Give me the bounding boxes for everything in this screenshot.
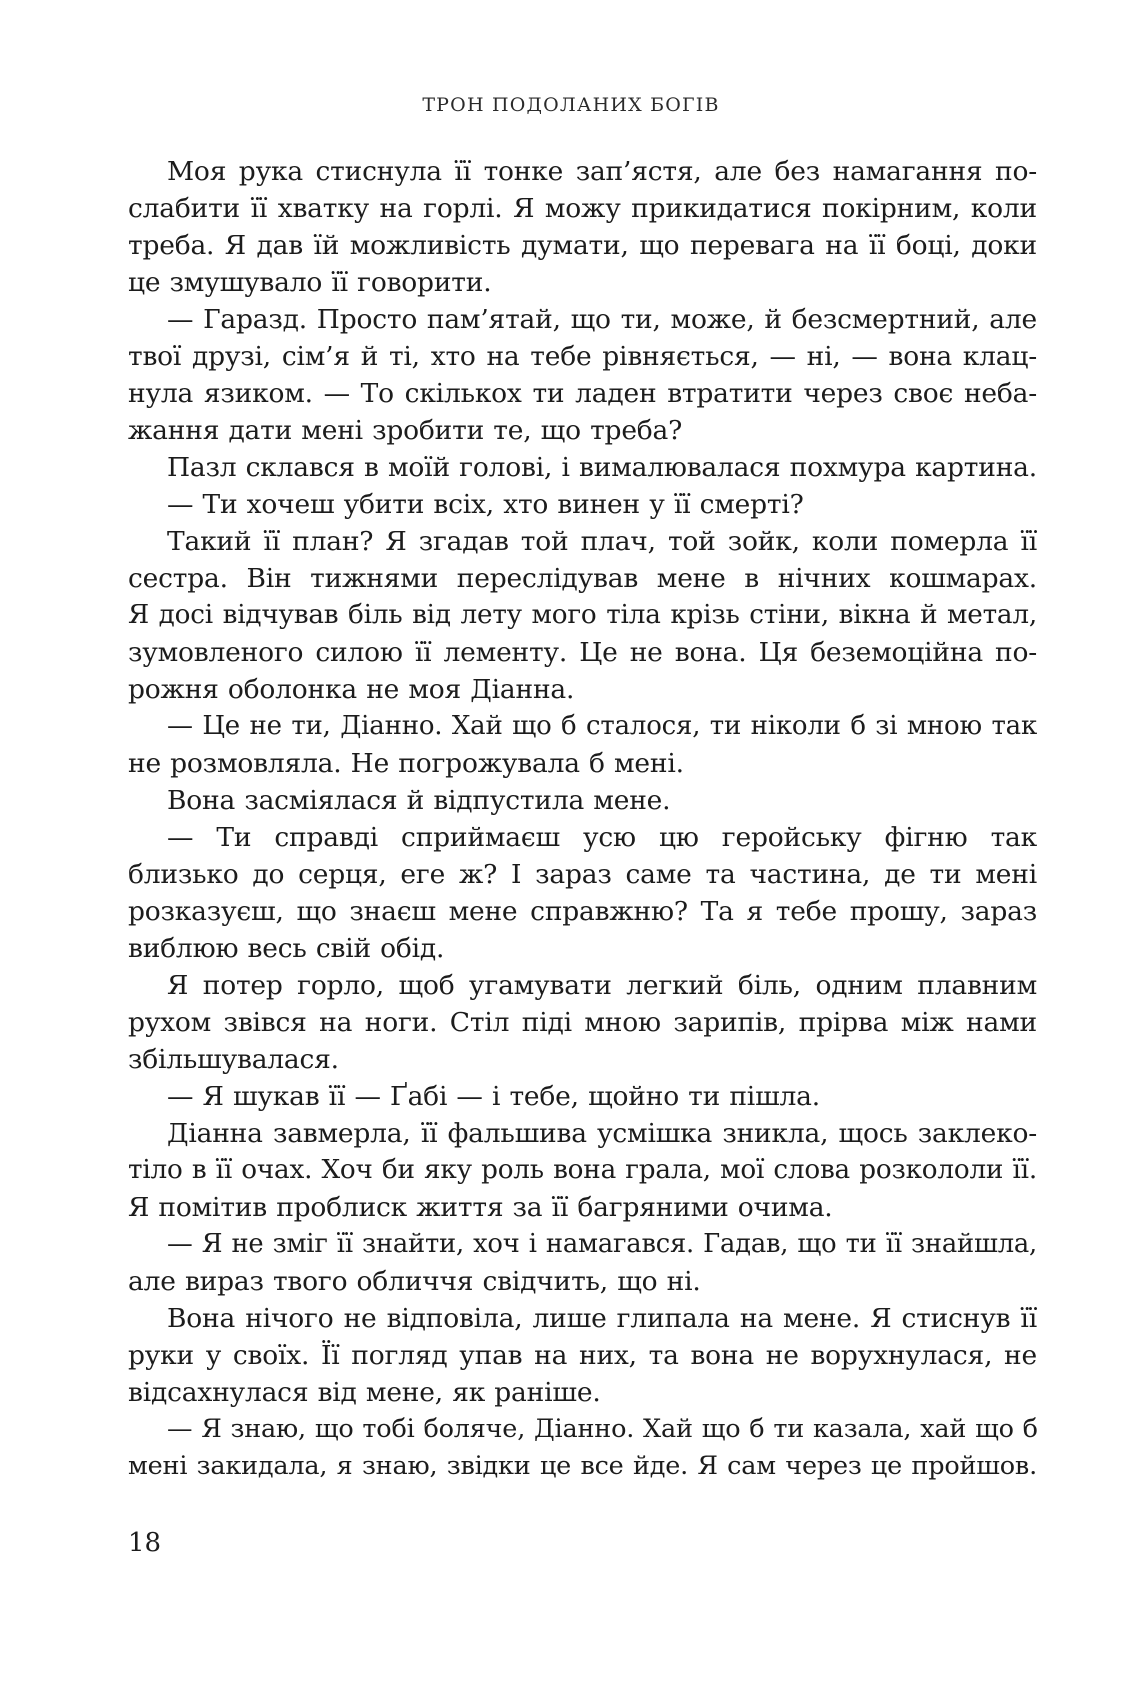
page-number: 18	[128, 1528, 162, 1558]
text-line: зумовленого силою її лементу. Це не вона. Ця беземоційна по-	[128, 637, 1037, 668]
text-line: — Ти справді сприймаєш усю цю геройську фігню так	[167, 822, 1037, 853]
text-line: не розмовляла. Не погрожувала б мені.	[128, 748, 684, 779]
text-line: — Ти хочеш убити всіх, хто винен у її смерті?	[167, 489, 804, 520]
text-line: рухом звівся на ноги. Стіл піді мною зарипів, прірва між нами	[128, 1007, 1037, 1038]
text-line: розказуєш, що знаєш мене справжню? Та я тебе прошу, зараз	[128, 896, 1037, 927]
text-line: Такий її план? Я згадав той плач, той зойк, коли померла її	[167, 526, 1037, 557]
text-line: відсахнулася від мене, як раніше.	[128, 1377, 601, 1408]
text-line: Я потер горло, щоб угамувати легкий біль, одним плавним	[167, 970, 1037, 1001]
text-line: Вона засміялася й відпустила мене.	[167, 785, 671, 816]
text-line: виблюю весь свій обід.	[128, 933, 445, 964]
text-line: Вона нічого не відповіла, лише глипала на мене. Я стиснув її	[167, 1303, 1037, 1334]
text-line: але вираз твого обличчя свідчить, що ні.	[128, 1266, 701, 1297]
text-line: рожня оболонка не моя Діанна.	[128, 674, 575, 705]
text-line: Я помітив проблиск життя за її багряними очима.	[128, 1192, 833, 1223]
text-line: нула язиком. — То скількох ти ладен втратити через своє неба-	[128, 378, 1037, 409]
running-head-title: ТРОН ПОДОЛАНИХ БОГІВ	[422, 94, 720, 116]
text-line: мені закидала, я знаю, звідки це все йде. Я сам через це пройшов.	[128, 1451, 1037, 1481]
text-line: це змушувало її говорити.	[128, 267, 492, 298]
text-line: руки у своїх. Її погляд упав на них, та вона не ворухнулася, не	[128, 1340, 1037, 1371]
text-line: — Я знаю, що тобі боляче, Діанно. Хай що б ти казала, хай що б	[167, 1414, 1038, 1444]
text-line: слабити її хватку на горлі. Я можу прикидатися покірним, коли	[128, 193, 1037, 224]
text-line: Пазл склався в моїй голові, і вималювалася похмура картина.	[167, 452, 1037, 483]
text-line: Діанна завмерла, її фальшива усмішка зникла, щось заклеко-	[167, 1118, 1037, 1149]
text-line: треба. Я дав їй можливість думати, що перевага на її боці, доки	[128, 230, 1037, 261]
text-line: жання дати мені зробити те, що треба?	[128, 415, 683, 446]
text-line: — Гаразд. Просто пам’ятай, що ти, може, й безсмертний, але	[167, 304, 1037, 335]
text-line: — Я шукав її — Ґабі — і тебе, щойно ти пішла.	[167, 1081, 820, 1112]
text-line: твої друзі, сім’я й ті, хто на тебе рівняється, — ні, — вона клац-	[128, 341, 1037, 372]
text-line: Моя рука стиснула її тонке зап’ястя, але без намагання по-	[167, 156, 1037, 187]
text-line: близько до серця, еге ж? І зараз саме та частина, де ти мені	[128, 859, 1037, 890]
body-text	[128, 153, 1037, 1485]
text-line: збільшувалася.	[128, 1044, 339, 1075]
text-line: тіло в її очах. Хоч би яку роль вона грала, мої слова розкололи її.	[128, 1155, 1037, 1185]
text-line: — Це не ти, Діанно. Хай що б сталося, ти ніколи б зі мною так	[167, 711, 1037, 741]
text-line: — Я не зміг її знайти, хоч і намагався. Гадав, що ти її знайшла,	[167, 1229, 1037, 1259]
text-line: сестра. Він тижнями переслідував мене в нічних кошмарах.	[128, 563, 1037, 594]
text-line: Я досі відчував біль від лету мого тіла крізь стіни, вікна й метал,	[128, 600, 1037, 630]
